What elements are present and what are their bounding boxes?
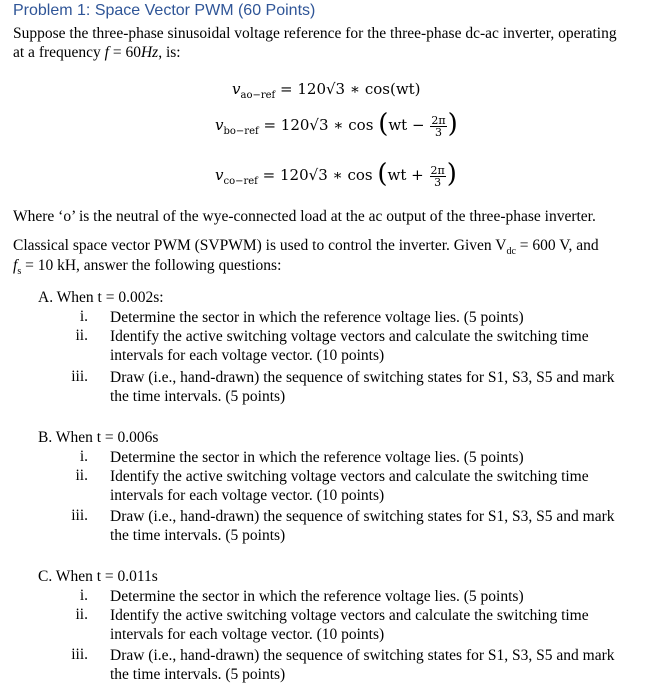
section-c-item-3-text-cont: the time intervals. (5 points)	[110, 666, 286, 683]
equation-va: $v_{ao-ref} = 120√3$ ∗ cos(wt)	[232, 80, 421, 101]
section-b-heading: B. When t = 0.006s	[38, 429, 159, 446]
section-a-item-2-text-cont: intervals for each voltage vector. (10 points)	[110, 347, 385, 364]
section-a-item-3-number: iii.	[71, 368, 88, 385]
section-a-item-3-text: Draw (i.e., hand-drawn) the sequence of switching states for S1, S3, S5 and mark	[110, 369, 615, 386]
section-c-item-1-number: i.	[79, 587, 88, 604]
section-c-item-1-text: Determine the sector in which the reference voltage lies. (5 points)	[110, 588, 524, 605]
section-c-heading: C. When t = 0.011s	[38, 568, 158, 585]
section-a-item-2-text: Identify the active switching voltage vectors and calculate the switching time	[110, 328, 589, 345]
section-a-item-1-text: Determine the sector in which the reference voltage lies. (5 points)	[110, 309, 524, 326]
where-text: Where ‘o’ is the neutral of the wye-connected load at the ac output of the three-phase inverter.	[13, 208, 596, 225]
section-a-heading: A. When t = 0.002s:	[38, 289, 164, 306]
equation-vb: $v_{bo-ref} = 120√3$ ∗ cos (wt − $\frac{2\pi}{3}$ )	[215, 109, 458, 139]
section-b-item-3-text-cont: the time intervals. (5 points)	[110, 527, 286, 544]
section-c-item-3-text: Draw (i.e., hand-drawn) the sequence of switching states for S1, S3, S5 and mark	[110, 647, 615, 664]
problem-title: Problem 1: Space Vector PWM (60 Points)	[13, 2, 316, 19]
section-c-item-2-text-cont: intervals for each voltage vector. (10 points)	[110, 626, 385, 643]
classical-line-2: $f_s = 10$ kH, answer the following questions:	[13, 257, 282, 278]
section-a-item-3-text-cont: the time intervals. (5 points)	[110, 388, 286, 405]
section-a-item-2-number: ii.	[75, 327, 88, 344]
classical-line-1: Classical space vector PWM (SVPWM) is used to control the inverter. Given $V_{dc} = 600$ V, and	[13, 237, 599, 258]
section-b-item-2-number: ii.	[75, 467, 88, 484]
section-b-item-2-text: Identify the active switching voltage vectors and calculate the switching time	[110, 468, 589, 485]
section-a-item-1-number: i.	[79, 308, 88, 325]
intro-line-2: at a frequency f = 60Hz, is:	[13, 44, 181, 61]
intro-line-1: Suppose the three-phase sinusoidal voltage reference for the three-phase dc-ac inverter, operating	[13, 25, 617, 42]
section-c-item-3-number: iii.	[71, 646, 88, 663]
section-b-item-1-number: i.	[79, 448, 88, 465]
section-b-item-3-number: iii.	[71, 507, 88, 524]
equation-vc: $v_{co-ref} = 120√3$ ∗ cos (wt + $\frac{2\pi}{3}$ )	[215, 159, 457, 189]
section-b-item-3-text: Draw (i.e., hand-drawn) the sequence of switching states for S1, S3, S5 and mark	[110, 508, 615, 525]
section-c-item-2-text: Identify the active switching voltage vectors and calculate the switching time	[110, 607, 589, 624]
section-b-item-1-text: Determine the sector in which the reference voltage lies. (5 points)	[110, 449, 524, 466]
section-b-item-2-text-cont: intervals for each voltage vector. (10 points)	[110, 487, 385, 504]
section-c-item-2-number: ii.	[75, 606, 88, 623]
